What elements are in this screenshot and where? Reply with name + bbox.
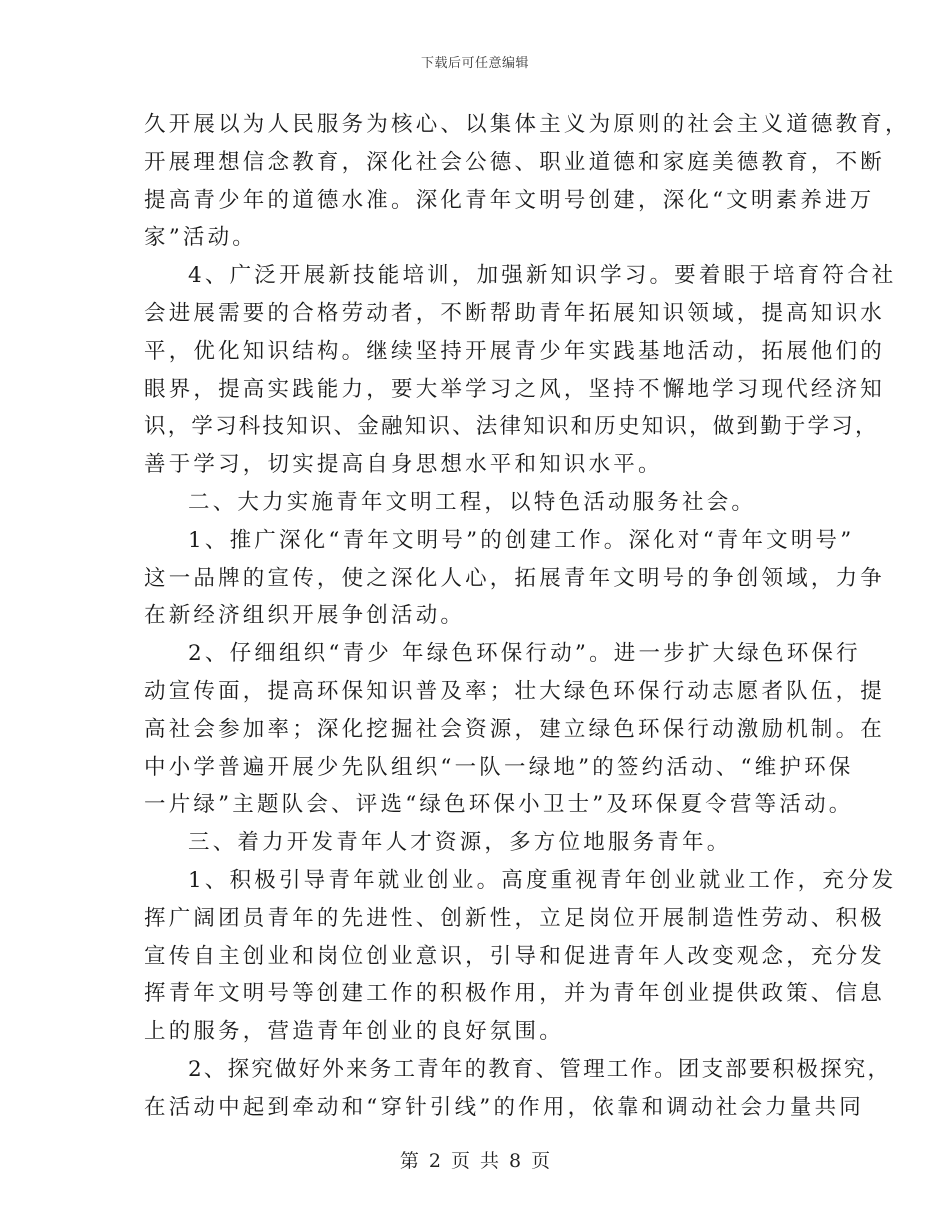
text-line: 这一品牌的宣传，使之深化人心，拓展青年文明号的争创领域，力争 bbox=[144, 565, 886, 591]
text-line: 高社会参加率；深化挖掘社会资源，建立绿色环保行动激励机制。在 bbox=[144, 716, 886, 742]
text-line: 提高青少年的道德水准。深化青年文明号创建，深化“文明素养进万 bbox=[144, 187, 875, 213]
text-line: 中小学普遍开展少先队组织“一队一绿地”的签约活动、“维护环保 bbox=[144, 754, 854, 780]
text-line: 动宣传面，提高环保知识普及率；壮大绿色环保行动志愿者队伍，提 bbox=[144, 678, 886, 704]
text-line: 一片绿”主题队会、评选“绿色环保小卫士”及环保夏令营等活动。 bbox=[144, 792, 854, 818]
text-line: 会进展需要的合格劳动者，不断帮助青年拓展知识领域，提高知识水 bbox=[144, 300, 886, 326]
text-line: 4、广泛开展新技能培训，加强新知识学习。要着眼于培育符合社 bbox=[188, 263, 897, 289]
text-line: 在活动中起到牵动和“穿针引线”的作用，依靠和调动社会力量共同 bbox=[144, 1094, 864, 1120]
text-line: 平，优化知识结构。继续坚持开展青少年实践基地活动，拓展他们的 bbox=[144, 338, 886, 364]
text-line: 家”活动。 bbox=[144, 225, 257, 251]
text-line: 善于学习，切实提高自身思想水平和知识水平。 bbox=[144, 452, 663, 478]
section-heading: 三、着力开发青年人才资源，多方位地服务青年。 bbox=[188, 830, 732, 856]
document-body bbox=[144, 106, 910, 1127]
text-line: 2、仔细组织“青少 年绿色环保行动”。进一步扩大绿色环保行 bbox=[188, 641, 861, 667]
page-number: 第 2 页 共 8 页 bbox=[399, 1150, 551, 1172]
page-header: 下载后可任意编辑 bbox=[420, 56, 529, 71]
section-heading: 二、大力实施青年文明工程，以特色活动服务社会。 bbox=[188, 489, 757, 515]
text-line: 识，学习科技知识、金融知识、法律知识和历史知识，做到勤于学习， bbox=[144, 414, 879, 440]
text-line: 久开展以为人民服务为核心、以集体主义为原则的社会主义道德教育， bbox=[144, 112, 910, 137]
text-line: 上的服务，营造青年创业的良好氛围。 bbox=[144, 1019, 564, 1045]
text-line: 1、推广深化“青年文明号”的创建工作。深化对“青年文明号” bbox=[188, 527, 855, 553]
text-line: 眼界，提高实践能力，要大举学习之风，坚持不懈地学习现代经济知 bbox=[144, 376, 886, 402]
text-line: 在新经济组织开展争创活动。 bbox=[144, 603, 466, 629]
text-line: 2、探究做好外来务工青年的教育、管理工作。团支部要积极探究， bbox=[188, 1056, 892, 1082]
text-line: 开展理想信念教育，深化社会公德、职业道德和家庭美德教育，不断 bbox=[144, 149, 886, 175]
text-line: 挥青年文明号等创建工作的积极作用，并为青年创业提供政策、信息 bbox=[144, 981, 886, 1007]
text-line: 挥广阔团员青年的先进性、创新性，立足岗位开展制造性劳动、积极 bbox=[144, 905, 886, 931]
text-line: 宣传自主创业和岗位创业意识，引导和促进青年人改变观念，充分发 bbox=[144, 943, 886, 969]
text-line: 1、积极引导青年就业创业。高度重视青年创业就业工作，充分发 bbox=[188, 867, 897, 893]
